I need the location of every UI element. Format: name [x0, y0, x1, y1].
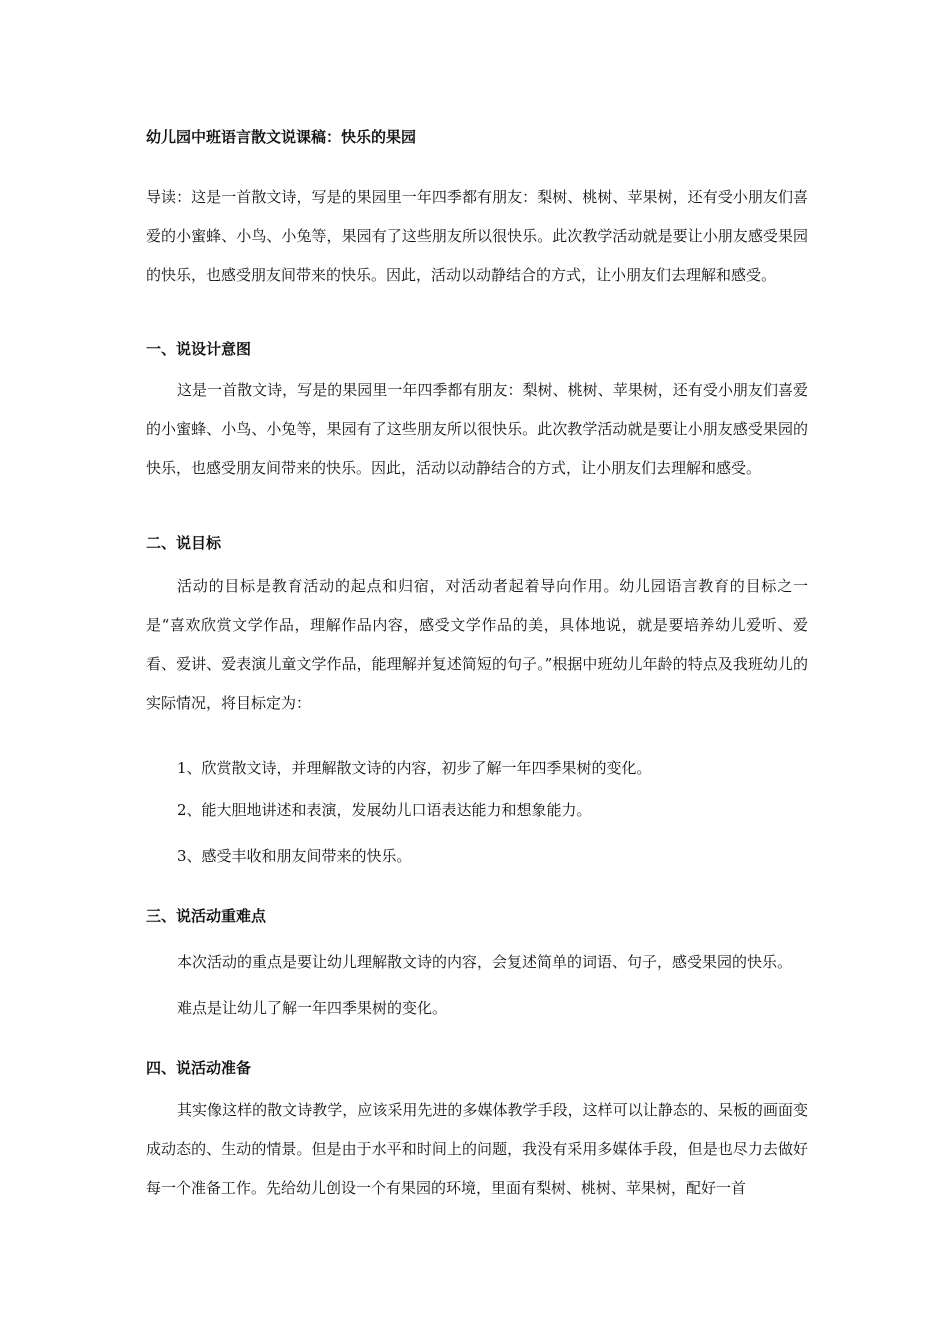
- key-point-line: 本次活动的重点是要让幼儿理解散文诗的内容，会复述简单的词语、句子，感受果园的快乐。: [177, 953, 793, 971]
- design-intent-paragraph: 这是一首散文诗，写是的果园里一年四季都有朋友：梨树、桃树、苹果树，还有受小朋友们喜爱的小蜜蜂、小鸟、小兔等，果园有了这些朋友所以很快乐。此次教学活动就是要让小朋友感受果园的快乐，也感受朋友间带来的快乐。因此，活动以动静结合的方式，让小朋友们去理解和感受。: [146, 381, 808, 477]
- preparation-paragraph: 其实像这样的散文诗教学，应该采用先进的多媒体教学手段，这样可以让静态的、呆板的画面变成动态的、生动的情景。但是由于水平和时间上的问题，我没有采用多媒体手段，但是也尽力去做好每一个准备工作。先给幼儿创设一个有果园的环境，里面有梨树、桃树、苹果树，配好一首: [146, 1101, 808, 1197]
- goals-paragraph: 活动的目标是教育活动的起点和归宿，对活动者起着导向作用。幼儿园语言教育的目标之一是“喜欢欣赏文学作品，理解作品内容，感受文学作品的美，具体地说，就是要培养幼儿爱听、爱看、爱讲、爱表演儿童文学作品，能理解并复述简短的句子。”根据中班幼儿年龄的特点及我班幼儿的实际情况，将目标定为：: [146, 577, 808, 712]
- goal-item-1: 1、欣赏散文诗，并理解散文诗的内容，初步了解一年四季果树的变化。: [177, 759, 652, 777]
- goal-item-2: 2、能大胆地讲述和表演，发展幼儿口语表达能力和想象能力。: [177, 801, 592, 819]
- section-heading-design-intent: 一、说设计意图: [146, 340, 252, 358]
- intro-paragraph: 导读：这是一首散文诗，写是的果园里一年四季都有朋友：梨树、桃树、苹果树，还有受小朋友们喜爱的小蜜蜂、小鸟、小兔等，果园有了这些朋友所以很快乐。此次教学活动就是要让小朋友感受果园的快乐，也感受朋友间带来的快乐。因此，活动以动静结合的方式，让小朋友们去理解和感受。: [146, 188, 808, 284]
- section-heading-preparation: 四、说活动准备: [146, 1059, 252, 1077]
- section-heading-key-points: 三、说活动重难点: [146, 907, 267, 925]
- section-heading-goals: 二、说目标: [146, 534, 222, 552]
- difficulty-line: 难点是让幼儿了解一年四季果树的变化。: [177, 999, 448, 1017]
- document-title: 幼儿园中班语言散文说课稿：快乐的果园: [146, 128, 417, 146]
- goal-item-3: 3、感受丰收和朋友间带来的快乐。: [177, 847, 412, 865]
